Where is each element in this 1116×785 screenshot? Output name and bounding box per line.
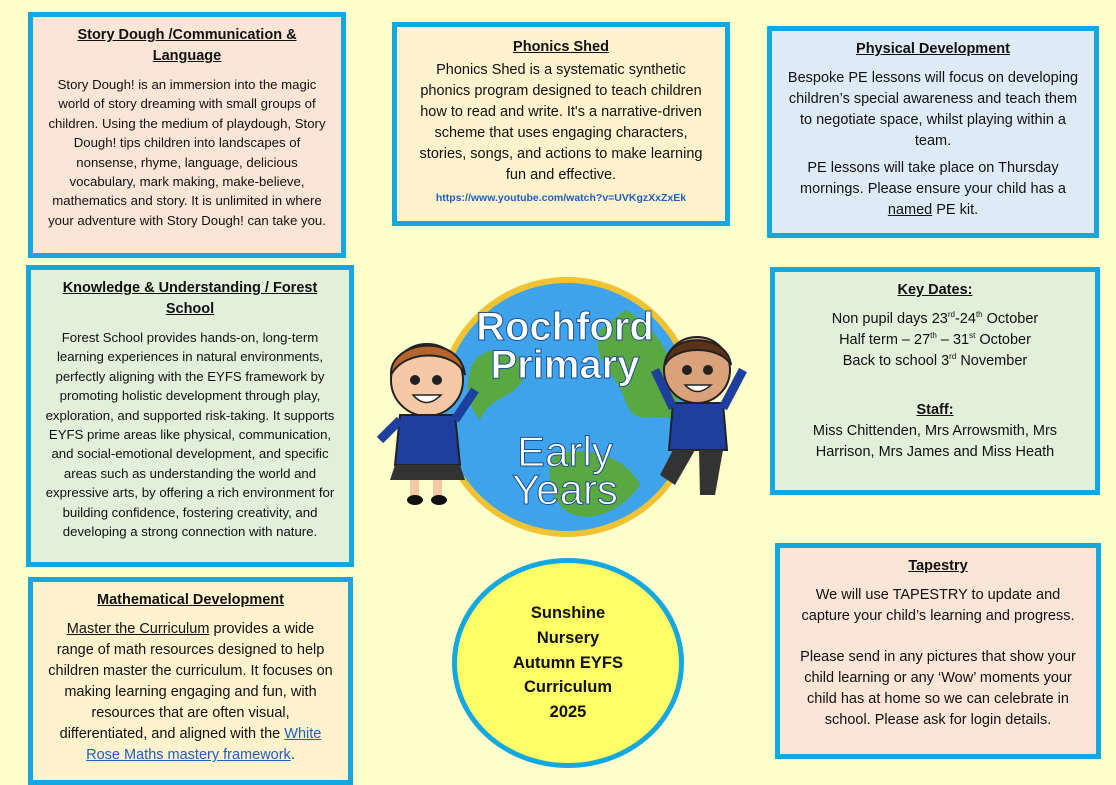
logo-line-3: Early [517, 428, 613, 475]
master-the-curriculum-link[interactable]: Master the Curriculum [66, 621, 210, 638]
physical-panel [767, 26, 1099, 238]
story-dough-title: Story Dough /Communication & Language [77, 27, 297, 65]
story-dough-text: Story Dough! is an immersion into the magic world of story dreaming with small groups of children. Using the medium of playdough, Story Dough! tips children into landscapes of nonsense, rhyme, language, delicious vocabulary, mark making, make-believe, mathematics and story. It is unlimited in where your adventure with Story Dough! can take you. [48, 77, 326, 228]
phonics-title: Phonics Shed [513, 39, 609, 55]
white-rose-maths-link[interactable]: White Rose Maths mastery framework [86, 726, 322, 764]
forest-school-panel [26, 265, 354, 567]
half-term: Half term – 27th – 31st October [839, 331, 1031, 349]
story-dough-panel [28, 12, 346, 258]
back-to-school: Back to school 3rd November [842, 352, 1028, 370]
maths-text: Master the Curriculum provides a wide range of math resources designed to help children master the curriculum. It focuses on making learning engaging and fun, with resources that are often visual, differentiated, and aligned with the White Rose Maths mastery framework. [48, 621, 333, 764]
tapestry-text-1: We will use TAPESTRY to update and capture your child’s learning and progress. [801, 587, 1075, 625]
physical-text-2: PE lessons will take place on Thursday mornings. Please ensure your child has a named PE kit. [800, 160, 1066, 219]
phonics-text: Phonics Shed is a systematic synthetic phonics program designed to teach children how to read and write. It's a narrative-driven scheme that uses engaging characters, stories, songs, and actions to make learning fun and effective. [419, 62, 703, 184]
title-line-4: Curriculum [523, 678, 612, 697]
logo-line-4: Years [512, 466, 618, 513]
title-line-3: Autumn EYFS [513, 653, 623, 672]
physical-title: Physical Development [856, 41, 1010, 57]
nursery-title-circle [452, 558, 684, 768]
phonics-panel [392, 22, 730, 226]
staff-title: Staff: [916, 402, 954, 419]
maths-title: Mathematical Development [97, 592, 284, 608]
title-line-1: Sunshine [530, 604, 606, 623]
key-dates-title: Key Dates: [897, 282, 973, 298]
staff-list: Miss Chittenden, Mrs Arrowsmith, Mrs Harrison, Mrs James and Miss Heath [812, 423, 1058, 461]
maths-panel [28, 577, 353, 785]
tapestry-text-2: Please send in any pictures that show your child learning or any ‘Wow’ moments your child has at home so we can celebrate in school. Please ask for login details. [800, 649, 1076, 729]
title-line-2: Nursery [536, 628, 600, 647]
key-dates-panel [770, 267, 1100, 495]
forest-school-text: Forest School provides hands-on, long-term learning experiences in natural environments, perfectly aligning with the EYFS framework by promoting holistic development through play, exploration, and supported risk-taking. It supports EYFS prime areas like physical, communication, and social-emotional development, and specific areas such as understanding the world and expressive arts, by offering a rich environment for building confidence, fostering creativity, and developing a strong connection with nature. [45, 330, 335, 540]
key-dates-list [789, 309, 1081, 372]
tapestry-panel [775, 543, 1101, 759]
title-line-5: 2025 [549, 703, 587, 722]
phonics-video-link[interactable]: https://www.youtube.com/watch?v=UVKgzXxZxEk [435, 192, 687, 205]
tapestry-title: Tapestry [908, 558, 968, 574]
logo-line-2: Primary [490, 343, 640, 387]
non-pupil-days: Non pupil days 23rd-24th October [831, 310, 1039, 328]
forest-school-title: Knowledge & Understanding / Forest School [62, 280, 318, 318]
rochford-early-years-logo [375, 270, 755, 545]
physical-text-1: Bespoke PE lessons will focus on developing children’s special awareness and teach them to negotiate space, whilst playing within a team. [787, 70, 1079, 150]
logo-line-1: Rochford [476, 305, 654, 349]
